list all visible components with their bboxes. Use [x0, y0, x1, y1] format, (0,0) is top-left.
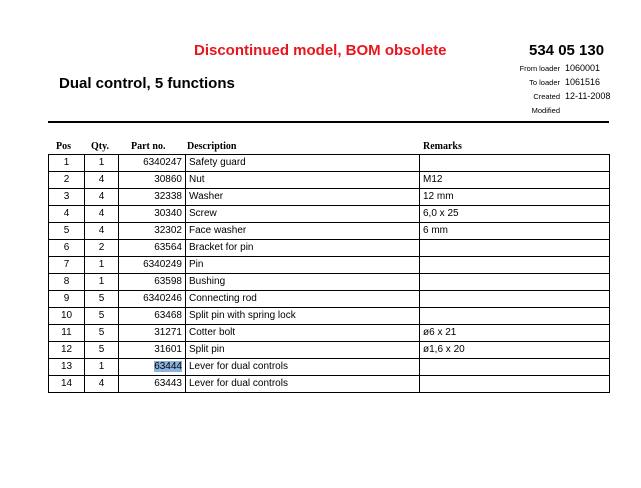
table-row[interactable] [49, 206, 610, 223]
table-row[interactable] [49, 257, 610, 274]
cell-pos[interactable]: 13 [49, 359, 85, 376]
cell-description[interactable]: Cotter bolt [186, 325, 420, 342]
cell-description[interactable]: Bushing [186, 274, 420, 291]
cell-pos[interactable]: 2 [49, 172, 85, 189]
cell-description[interactable]: Nut [186, 172, 420, 189]
cell-pos[interactable]: 10 [49, 308, 85, 325]
cell-remarks[interactable] [420, 308, 610, 325]
cell-description[interactable]: Pin [186, 257, 420, 274]
created-value: 12-11-2008 [565, 91, 611, 101]
cell-pos[interactable]: 1 [49, 155, 85, 172]
cell-qty[interactable]: 4 [85, 189, 119, 206]
cell-pos[interactable]: 9 [49, 291, 85, 308]
cell-description[interactable]: Split pin with spring lock [186, 308, 420, 325]
selected-part-no[interactable]: 63444 [154, 361, 182, 372]
cell-qty[interactable]: 2 [85, 240, 119, 257]
cell-part-no[interactable]: 32302 [119, 223, 186, 240]
table-row[interactable] [49, 376, 610, 393]
column-header-remarks: Remarks [423, 141, 462, 152]
cell-remarks[interactable]: 6,0 x 25 [420, 206, 610, 223]
cell-pos[interactable]: 4 [49, 206, 85, 223]
cell-part-no[interactable]: 31271 [119, 325, 186, 342]
column-header-qty: Qty. [91, 141, 110, 152]
cell-qty[interactable]: 4 [85, 376, 119, 393]
from-loader-label: From loader [519, 64, 560, 73]
cell-pos[interactable]: 3 [49, 189, 85, 206]
cell-part-no[interactable]: 31601 [119, 342, 186, 359]
table-row[interactable] [49, 223, 610, 240]
cell-description[interactable]: Bracket for pin [186, 240, 420, 257]
to-loader-value: 1061516 [565, 77, 601, 87]
to-loader-label: To loader [529, 78, 560, 87]
cell-description[interactable]: Screw [186, 206, 420, 223]
cell-pos[interactable]: 5 [49, 223, 85, 240]
cell-description[interactable]: Lever for dual controls [186, 359, 420, 376]
cell-remarks[interactable]: 6 mm [420, 223, 610, 240]
header-divider [48, 121, 609, 123]
cell-qty[interactable]: 1 [85, 359, 119, 376]
cell-part-no[interactable]: 63468 [119, 308, 186, 325]
table-row[interactable] [49, 172, 610, 189]
cell-description[interactable]: Washer [186, 189, 420, 206]
table-row[interactable] [49, 359, 610, 376]
cell-qty[interactable]: 4 [85, 206, 119, 223]
cell-description[interactable]: Face washer [186, 223, 420, 240]
cell-pos[interactable]: 6 [49, 240, 85, 257]
cell-remarks[interactable] [420, 257, 610, 274]
to-loader-row [496, 76, 622, 90]
cell-description[interactable]: Connecting rod [186, 291, 420, 308]
cell-description[interactable]: Split pin [186, 342, 420, 359]
cell-remarks[interactable] [420, 274, 610, 291]
table-row[interactable] [49, 325, 610, 342]
modified-row [496, 104, 622, 118]
cell-qty[interactable]: 5 [85, 308, 119, 325]
bom-table [48, 154, 610, 393]
page-title: Dual control, 5 functions [59, 75, 235, 92]
cell-part-no[interactable]: 63443 [119, 376, 186, 393]
table-row[interactable] [49, 308, 610, 325]
table-row[interactable] [49, 155, 610, 172]
from-loader-value: 1060001 [565, 63, 601, 73]
cell-remarks[interactable] [420, 291, 610, 308]
cell-part-no[interactable]: 63564 [119, 240, 186, 257]
cell-part-no[interactable]: 30860 [119, 172, 186, 189]
loader-metadata [496, 62, 622, 118]
cell-part-no[interactable] [119, 359, 186, 376]
column-header-description: Description [187, 141, 237, 152]
cell-part-no[interactable]: 63598 [119, 274, 186, 291]
cell-qty[interactable]: 4 [85, 172, 119, 189]
cell-pos[interactable]: 14 [49, 376, 85, 393]
created-row [496, 90, 622, 104]
table-header [48, 140, 609, 154]
bom-part-number: 534 05 130 [529, 42, 605, 59]
column-header-part: Part no. [131, 141, 166, 152]
table-row[interactable] [49, 274, 610, 291]
cell-remarks[interactable] [420, 240, 610, 257]
created-label: Created [533, 92, 560, 101]
cell-qty[interactable]: 5 [85, 291, 119, 308]
cell-remarks[interactable]: ø1,6 x 20 [420, 342, 610, 359]
cell-pos[interactable]: 12 [49, 342, 85, 359]
cell-remarks[interactable]: 12 mm [420, 189, 610, 206]
cell-qty[interactable]: 1 [85, 257, 119, 274]
cell-remarks[interactable] [420, 376, 610, 393]
modified-label: Modified [531, 106, 560, 115]
cell-qty[interactable]: 5 [85, 342, 119, 359]
table-row[interactable] [49, 189, 610, 206]
bom-table-body [49, 155, 610, 393]
table-row[interactable] [49, 291, 610, 308]
cell-part-no[interactable]: 32338 [119, 189, 186, 206]
cell-description[interactable]: Safety guard [186, 155, 420, 172]
cell-part-no[interactable]: 6340249 [119, 257, 186, 274]
cell-remarks[interactable]: ø6 x 21 [420, 325, 610, 342]
table-row[interactable] [49, 342, 610, 359]
cell-qty[interactable]: 1 [85, 274, 119, 291]
cell-pos[interactable]: 8 [49, 274, 85, 291]
table-row[interactable] [49, 240, 610, 257]
cell-description[interactable]: Lever for dual controls [186, 376, 420, 393]
cell-part-no[interactable]: 6340246 [119, 291, 186, 308]
cell-pos[interactable]: 11 [49, 325, 85, 342]
cell-pos[interactable]: 7 [49, 257, 85, 274]
cell-part-no[interactable]: 30340 [119, 206, 186, 223]
discontinued-warning: Discontinued model, BOM obsolete [194, 42, 447, 59]
cell-qty[interactable]: 5 [85, 325, 119, 342]
cell-qty[interactable]: 4 [85, 223, 119, 240]
cell-qty[interactable]: 1 [85, 155, 119, 172]
cell-remarks[interactable]: M12 [420, 172, 610, 189]
cell-part-no[interactable]: 6340247 [119, 155, 186, 172]
column-header-pos: Pos [56, 141, 71, 152]
cell-remarks[interactable] [420, 359, 610, 376]
from-loader-row [496, 62, 622, 76]
cell-remarks[interactable] [420, 155, 610, 172]
